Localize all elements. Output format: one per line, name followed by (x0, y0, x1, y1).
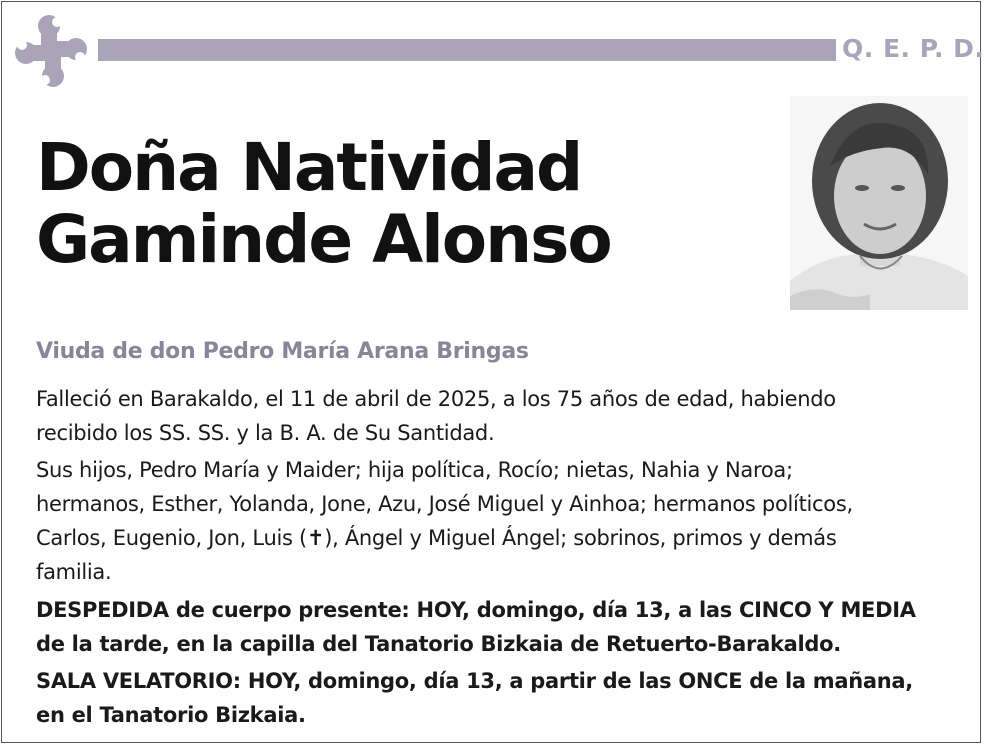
death-notice-paragraph (36, 382, 956, 450)
header-bar (98, 39, 836, 61)
family-line: Sus hijos, Pedro María y Maider; hija política, Rocío; nietas, Nahia y Naroa; (36, 458, 793, 482)
family-line: familia. (36, 560, 112, 584)
family-line: hermanos, Esther, Yolanda, Jone, Azu, José Miguel y Ainhoa; hermanos políticos, (36, 492, 853, 516)
farewell-line: de la tarde, en la capilla del Tanatorio Bizkaia de Retuerto-Barakaldo. (36, 632, 841, 656)
portrait-photo (790, 96, 968, 310)
family-line: Carlos, Eugenio, Jon, Luis (✝), Ángel y Miguel Ángel; sobrinos, primos y demás (36, 526, 837, 550)
wake-line: en el Tanatorio Bizkaia. (36, 703, 306, 727)
wake-line: SALA VELATORIO: HOY, domingo, día 13, a partir de las ONCE de la mañana, (36, 669, 913, 693)
farewell-line: DESPEDIDA de cuerpo presente: HOY, domingo, día 13, a las CINCO Y MEDIA (36, 598, 916, 622)
name-line-2: Gaminde Alonso (36, 201, 611, 278)
death-notice-line: recibido los SS. SS. y la B. A. de Su Santidad. (36, 421, 495, 445)
lauburu-icon (12, 12, 90, 90)
family-paragraph (36, 453, 956, 589)
death-notice-line: Falleció en Barakaldo, el 11 de abril de 2025, a los 75 años de edad, habiendo (36, 387, 836, 411)
wake-paragraph (36, 664, 956, 732)
portrait-image (790, 96, 968, 310)
widow-subtitle: Viuda de don Pedro María Arana Bringas (36, 339, 529, 364)
deceased-name (36, 129, 611, 278)
name-line-1: Doña Natividad (36, 129, 582, 206)
farewell-paragraph (36, 593, 956, 661)
qepd-label: Q. E. P. D. (842, 34, 984, 63)
